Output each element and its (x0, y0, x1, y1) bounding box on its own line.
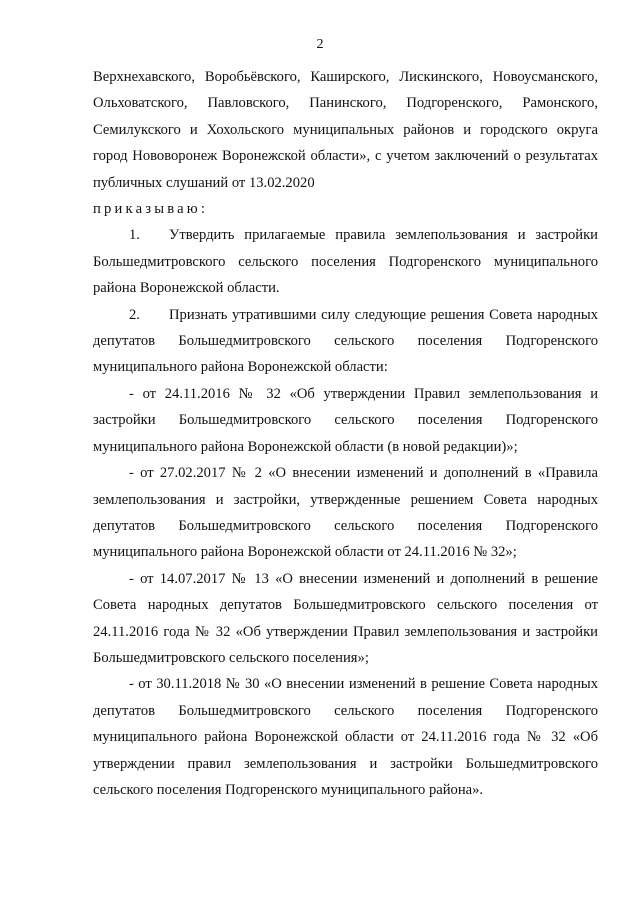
order-word: приказываю: (93, 201, 209, 218)
sub-item-3: - от 14.07.2017 № 13 «О внесении изменений и дополнений в решение Совета народных депутатов Большедмитровского сельского поселения от 24.11.2016 года № 32 «Об утверждении Правил землепользования и застройки Большедмитровского сельского поселения»; (93, 570, 598, 666)
item-2 (93, 302, 598, 381)
item-1-text: Утвердить прилагаемые правила землепользования и застройки Большедмитровского сельского поселения Подгоренского муниципального района Воронежской области. (93, 227, 598, 297)
sub-item-2: - от 27.02.2017 № 2 «О внесении изменений и дополнений в «Правила землепользования и застройки, утвержденные решением Совета народных депутатов Большедмитровского сельского поселения Подгоренского муниципального района Воронежской области от 24.11.2016 № 32»; (93, 465, 598, 561)
item-1 (93, 222, 598, 301)
page-number: 2 (316, 37, 324, 52)
intro-paragraph: Верхнехавского, Воробьёвского, Каширского, Лискинского, Новоусманского, Ольховатского, Павловского, Панинского, Подгоренского, Рамонского, Семилукского и Хохольского муниципальных районов и городского округа город Нововоронеж Воронежской области», с учетом заключений о результатах публичных слушаний от 13.02.2020 (93, 69, 598, 191)
sub-item-4: - от 30.11.2018 № 30 «О внесении изменений в решение Совета народных депутатов Большедмитровского сельского поселения Подгоренского муниципального района Воронежской области от 24.11.2016 года № 32 «Об утверждении правил землепользования и застройки Большедмитровского сельского поселения Подгоренского муниципального района». (93, 676, 598, 798)
item-2-number: 2. (129, 306, 140, 323)
item-1-number: 1. (129, 227, 140, 244)
sub-item-1: - от 24.11.2016 № 32 «Об утверждении Правил землепользования и застройки Большедмитровского сельского поселения Подгоренского муниципального района Воронежской области (в новой редакции)»; (93, 385, 598, 455)
item-2-text: Признать утратившими силу следующие решения Совета народных депутатов Большедмитровского сельского поселения Подгоренского муниципального района Воронежской области: (93, 306, 598, 376)
document-body (93, 64, 598, 803)
